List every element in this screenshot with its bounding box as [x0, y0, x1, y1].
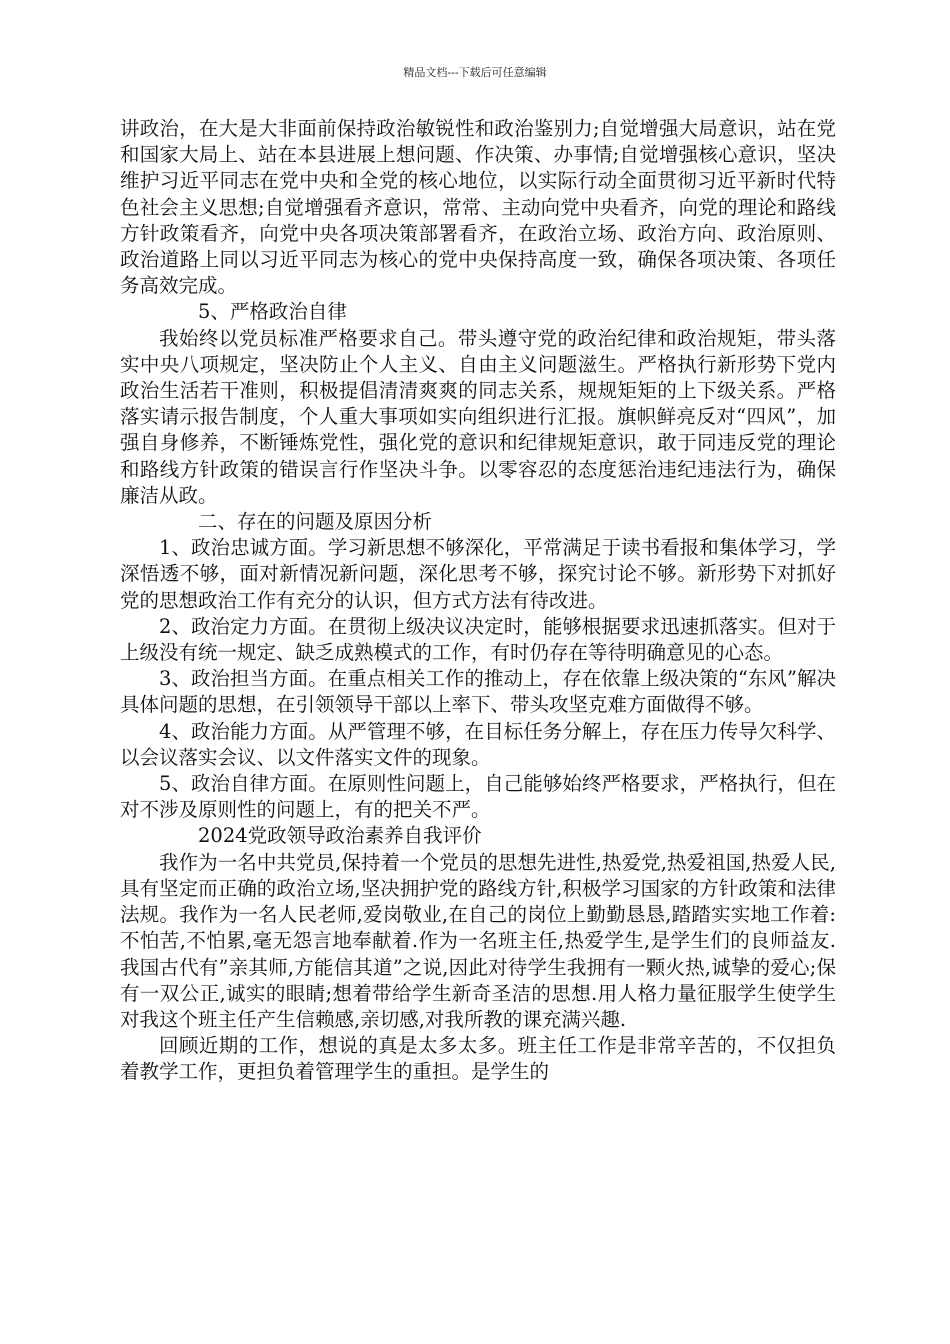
- page-header: 精品文档---下载后可任意编辑: [403, 66, 547, 79]
- article-title: 2024党政领导政治素养自我评价: [198, 824, 482, 848]
- document-body: [120, 116, 836, 1086]
- paragraph-7: 5、政治自律方面。在原则性问题上，自己能够始终严格要求，严格执行，但在对不涉及原则性的问题上，有的把关不严。: [120, 772, 836, 822]
- section-heading-5: 5、严格政治自律: [198, 300, 347, 324]
- paragraph-9: 回顾近期的工作，想说的真是太多太多。班主任工作是非常辛苦的，不仅担负着教学工作，更担负着管理学生的重担。是学生的: [120, 1034, 836, 1084]
- paragraph-4: 2、政治定力方面。在贯彻上级决议决定时，能够根据要求迅速抓落实。但对于上级没有统一规定、缺乏成熟模式的工作，有时仍存在等待明确意见的心态。: [120, 614, 836, 665]
- paragraph-6: 4、政治能力方面。从严管理不够，在目标任务分解上，存在压力传导欠科学、以会议落实会议、以文件落实文件的现象。: [120, 719, 836, 769]
- paragraph-3: 1、政治忠诚方面。学习新思想不够深化，平常满足于读书看报和集体学习，学深悟透不够，面对新情况新问题，深化思考不够，探究讨论不够。新形势下对抓好党的思想政治工作有充分的认识，但方式方法有待改进。: [120, 536, 836, 612]
- section-heading-problems: 二、存在的问题及原因分析: [198, 510, 433, 534]
- paragraph-1: 讲政治，在大是大非面前保持政治敏锐性和政治鉴别力;自觉增强大局意识，站在党和国家大局上、站在本县进展上想问题、作决策、办事情;自觉增强核心意识，坚决维护习近平同志在党中央和全党的核心地位，以实际行动全面贯彻习近平新时代特色社会主义思想;自觉增强看齐意识，常常、主动向党中央看齐，向党的理论和路线方针政策看齐，向党中央各项决策部署看齐，在政治立场、政治方向、政治原则、政治道路上同以习近平同志为核心的党中央保持高度一致，确保各项决策、各项任务高效完成。: [120, 117, 836, 298]
- paragraph-8: 我作为一名中共党员,保持着一个党员的思想先进性,热爱党,热爱祖国,热爱人民,具有坚定而正确的政治立场,坚决拥护党的路线方针,积极学习国家的方针政策和法律法规。我作为一名人民老师,爱岗敬业,在自己的岗位上勤勤恳恳,踏踏实实地工作着:不怕苦,不怕累,毫无怨言地奉献着.作为一名班主任,热爱学生,是学生们的良师益友.我国古代有”亲其师,方能信其道”之说,因此对待学生我拥有一颗火热,诚挚的爱心;保有一双公正,诚实的眼睛;想着带给学生新奇圣洁的思想.用人格力量征服学生使学生对我这个班主任产生信赖感,亲切感,对我所教的课充满兴趣.: [120, 850, 836, 1031]
- paragraph-2: 我始终以党员标准严格要求自己。带头遵守党的政治纪律和政治规矩，带头落实中央八项规定，坚决防止个人主义、自由主义问题滋生。严格执行新形势下党内政治生活若干准则，积极提倡清清爽爽的同志关系，规规矩矩的上下级关系。严格落实请示报告制度，个人重大事项如实向组织进行汇报。旗帜鲜亮反对“四风”，加强自身修养，不断锤炼党性，强化党的意识和纪律规矩意识，敢于同违反党的理论和路线方针政策的错误言行作坚决斗争。以零容忍的态度惩治违纪违法行为，确保廉洁从政。: [120, 326, 836, 507]
- paragraph-5: 3、政治担当方面。在重点相关工作的推动上，存在依靠上级决策的“东风”解决具体问题的思想，在引领领导干部以上率下、带头攻坚克难方面做得不够。: [120, 667, 836, 717]
